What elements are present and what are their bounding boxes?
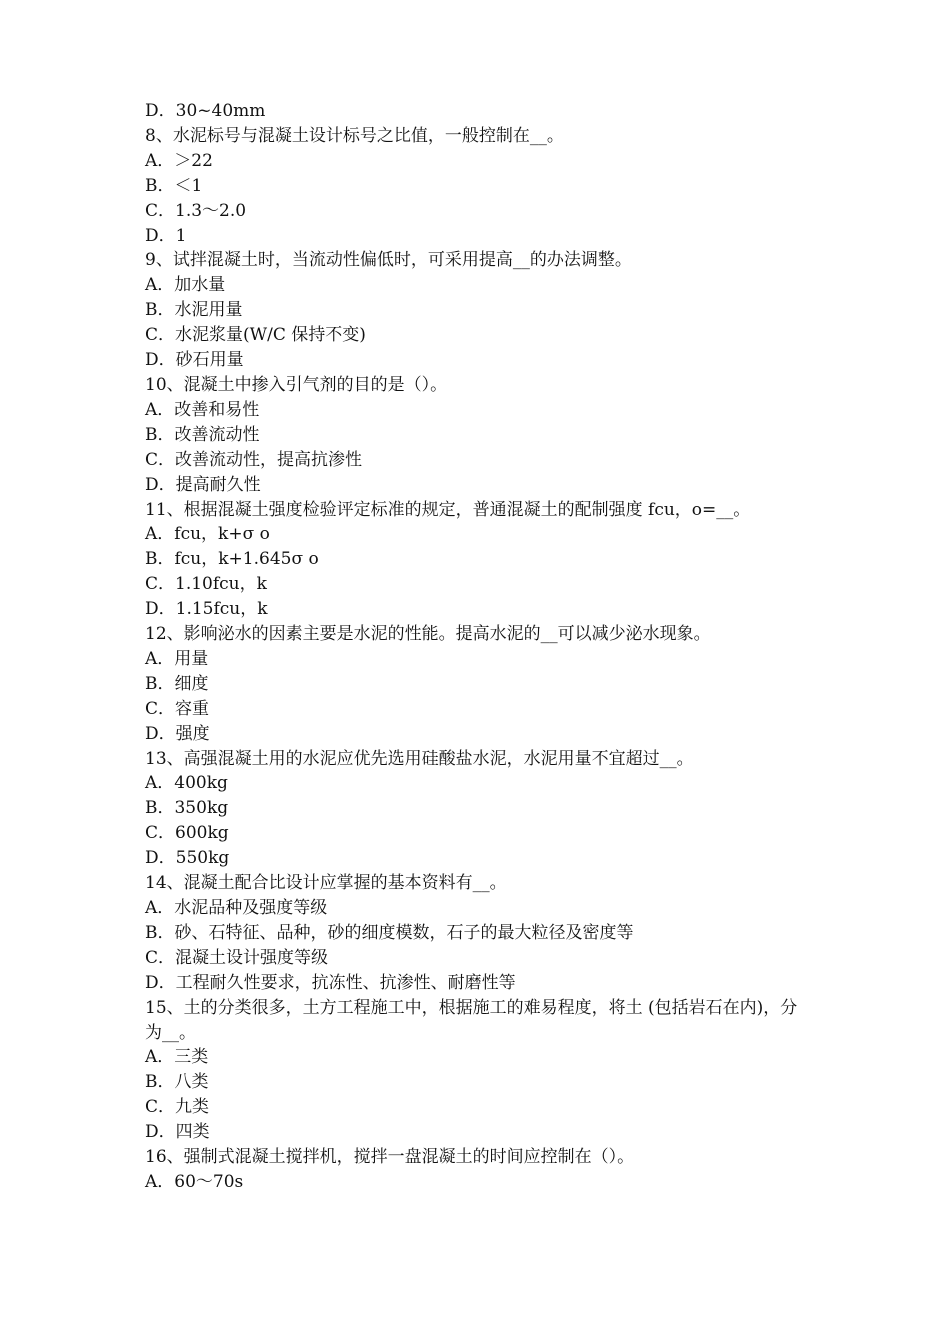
- option-b: B．砂、石特征、品种，砂的细度模数，石子的最大粒径及密度等: [145, 922, 634, 943]
- option-b: B．改善流动性: [145, 424, 260, 445]
- option-c: C．改善流动性，提高抗渗性: [145, 449, 363, 470]
- option-b: B．fcu，k+1.645σ o: [145, 549, 319, 570]
- option-d: D．提高耐久性: [145, 474, 261, 495]
- option-a: A．60～70s: [145, 1171, 244, 1192]
- option-d: D．550kg: [145, 848, 230, 869]
- option-c: C．1.3～2.0: [145, 200, 247, 221]
- option-c: C．1.10fcu，k: [145, 574, 267, 595]
- option-a: A．加水量: [145, 275, 226, 296]
- option-c: C．600kg: [145, 823, 229, 844]
- option-d: D．1.15fcu，k: [145, 599, 268, 620]
- option-d: D．强度: [145, 723, 210, 744]
- question-9: 9、试拌混凝土时，当流动性偏低时，可采用提高__的办法调整。: [145, 250, 632, 271]
- option-d: D．1: [145, 225, 187, 246]
- option-c: C．水泥浆量(W/C 保持不变): [145, 325, 366, 346]
- option-b: B．八类: [145, 1072, 209, 1093]
- document-page: [145, 99, 815, 1195]
- option-a: A．用量: [145, 648, 209, 669]
- option-d: D．工程耐久性要求，抗冻性、抗渗性、耐磨性等: [145, 972, 516, 993]
- option-d: D．30~40mm: [145, 101, 266, 121]
- question-15: 15、土的分类很多，土方工程施工中，根据施工的难易程度，将土 (包括岩石在内)，分为__。: [145, 997, 798, 1043]
- option-c: C．容重: [145, 698, 210, 719]
- question-11: 11、根据混凝土强度检验评定标准的规定，普通混凝土的配制强度 fcu，o=__。: [145, 499, 751, 520]
- question-8: 8、水泥标号与混凝土设计标号之比值，一般控制在__。: [145, 125, 564, 146]
- question-12: 12、影响泌水的因素主要是水泥的性能。提高水泥的__可以减少泌水现象。: [145, 624, 711, 645]
- question-13: 13、高强混凝土用的水泥应优先选用硅酸盐水泥，水泥用量不宜超过__。: [145, 748, 694, 769]
- option-a: A．400kg: [145, 773, 228, 794]
- option-d: D．砂石用量: [145, 350, 244, 371]
- option-a: A．水泥品种及强度等级: [145, 898, 328, 918]
- option-b: B．350kg: [145, 798, 229, 819]
- option-c: C．九类: [145, 1097, 210, 1118]
- option-b: B．水泥用量: [145, 300, 243, 321]
- option-a: A．fcu，k+σ o: [145, 524, 270, 545]
- question-14: 14、混凝土配合比设计应掌握的基本资料有__。: [145, 873, 507, 894]
- option-b: B．细度: [145, 673, 209, 694]
- option-a: A．改善和易性: [145, 399, 260, 420]
- option-d: D．四类: [145, 1122, 210, 1143]
- option-b: B．＜1: [145, 175, 203, 196]
- option-c: C．混凝土设计强度等级: [145, 947, 329, 968]
- question-16: 16、强制式混凝土搅拌机，搅拌一盘混凝土的时间应控制在（）。: [145, 1147, 635, 1168]
- question-10: 10、混凝土中掺入引气剂的目的是（）。: [145, 374, 448, 395]
- option-a: A．＞22: [145, 150, 213, 171]
- option-a: A．三类: [145, 1047, 209, 1068]
